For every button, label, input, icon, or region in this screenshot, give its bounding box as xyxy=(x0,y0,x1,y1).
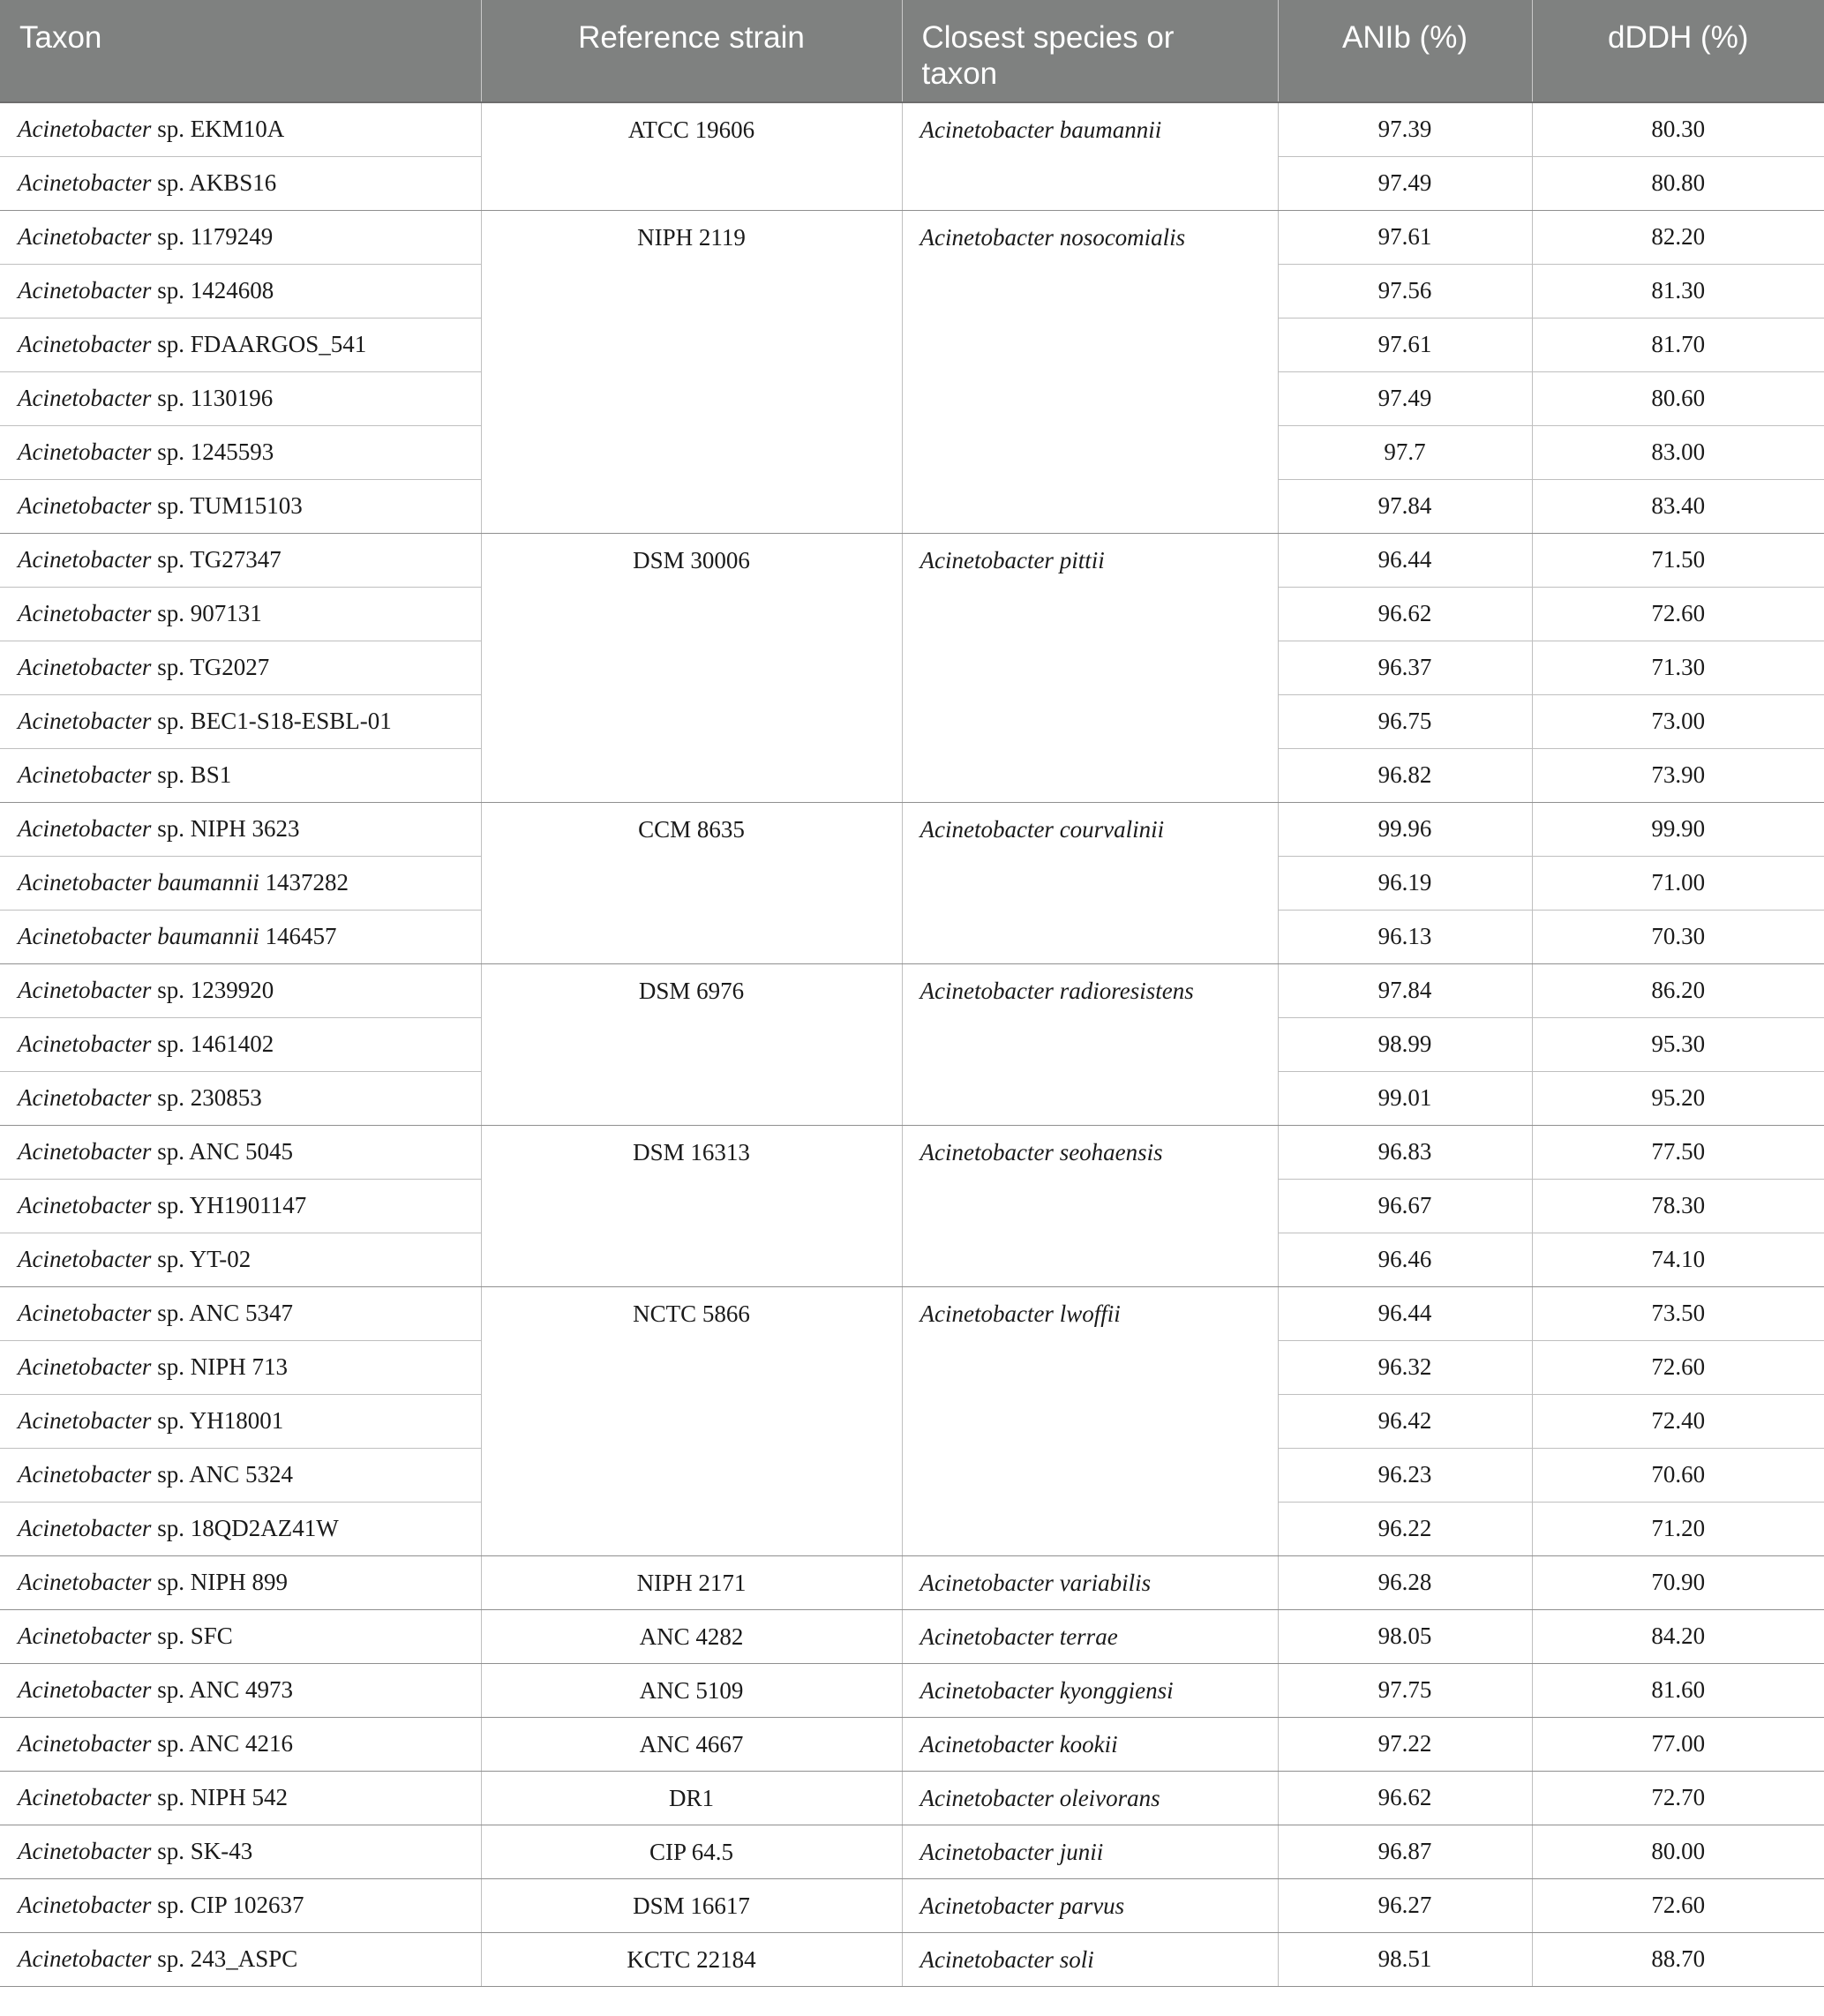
taxon-cell xyxy=(0,479,481,533)
taxon-genus: Acinetobacter xyxy=(18,815,152,842)
dddh-cell: 81.30 xyxy=(1532,264,1824,318)
table-row xyxy=(0,1286,1824,1340)
dddh-cell: 72.70 xyxy=(1532,1771,1824,1825)
closest-species-name: Acinetobacter nosocomialis xyxy=(920,223,1186,251)
dddh-cell: 80.30 xyxy=(1532,102,1824,156)
taxon-cell xyxy=(0,1825,481,1878)
reference-strain-cell: CCM 8635 xyxy=(481,802,902,963)
closest-species-name: Acinetobacter seohaensis xyxy=(920,1138,1163,1165)
taxon-genus: Acinetobacter xyxy=(18,223,152,250)
reference-strain-cell: ANC 4282 xyxy=(481,1609,902,1663)
anib-cell: 97.61 xyxy=(1278,210,1532,264)
reference-strain-cell: NCTC 5866 xyxy=(481,1286,902,1555)
taxon-strain: sp. TG27347 xyxy=(151,546,281,573)
closest-species-name: Acinetobacter variabilis xyxy=(920,1569,1152,1596)
taxon-genus: Acinetobacter xyxy=(18,1569,152,1595)
anib-cell: 97.39 xyxy=(1278,102,1532,156)
table-row xyxy=(0,1663,1824,1717)
taxon-strain: sp. AKBS16 xyxy=(151,169,277,196)
taxon-strain: sp. ANC 4216 xyxy=(151,1730,293,1757)
closest-species-name: Acinetobacter kookii xyxy=(920,1730,1118,1757)
taxon-strain: sp. NIPH 713 xyxy=(151,1353,288,1380)
taxon-strain: sp. ANC 5324 xyxy=(151,1461,293,1488)
closest-species-name: Acinetobacter radioresistens xyxy=(920,977,1194,1004)
closest-species-name: Acinetobacter junii xyxy=(920,1838,1104,1865)
taxon-strain: sp. BS1 xyxy=(151,761,232,788)
taxon-cell xyxy=(0,1017,481,1071)
taxon-genus: Acinetobacter xyxy=(18,1192,152,1218)
dddh-cell: 84.20 xyxy=(1532,1609,1824,1663)
reference-strain-cell: CIP 64.5 xyxy=(481,1825,902,1878)
closest-species-cell xyxy=(902,802,1278,963)
taxon-strain: sp. 1424608 xyxy=(151,277,274,304)
taxon-genus: Acinetobacter xyxy=(18,1515,152,1541)
taxon-genus: Acinetobacter xyxy=(18,1300,152,1326)
taxon-cell xyxy=(0,802,481,856)
taxon-genus: Acinetobacter baumannii xyxy=(18,923,259,949)
taxon-strain: sp. NIPH 899 xyxy=(151,1569,288,1595)
closest-species-cell xyxy=(902,1555,1278,1609)
taxon-cell xyxy=(0,1125,481,1179)
dddh-cell: 74.10 xyxy=(1532,1233,1824,1286)
dddh-cell: 77.00 xyxy=(1532,1717,1824,1771)
table-row xyxy=(0,102,1824,156)
anib-cell: 97.61 xyxy=(1278,318,1532,371)
anib-cell: 97.75 xyxy=(1278,1663,1532,1717)
taxon-strain: sp. NIPH 3623 xyxy=(151,815,300,842)
header-dddh: dDDH (%) xyxy=(1532,0,1824,102)
table-row xyxy=(0,1717,1824,1771)
taxon-cell xyxy=(0,1771,481,1825)
taxon-cell xyxy=(0,856,481,910)
taxon-strain: sp. SK-43 xyxy=(151,1838,253,1864)
reference-strain-cell: DSM 30006 xyxy=(481,533,902,802)
taxon-cell xyxy=(0,156,481,210)
closest-species-cell xyxy=(902,1878,1278,1932)
anib-cell: 96.19 xyxy=(1278,856,1532,910)
dddh-cell: 71.20 xyxy=(1532,1502,1824,1555)
reference-strain-cell: ATCC 19606 xyxy=(481,102,902,210)
anib-cell: 96.42 xyxy=(1278,1394,1532,1448)
taxon-genus: Acinetobacter xyxy=(18,1353,152,1380)
taxon-genus: Acinetobacter xyxy=(18,1945,152,1972)
closest-species-cell xyxy=(902,1609,1278,1663)
taxon-strain: sp. TG2027 xyxy=(151,654,270,680)
table-header xyxy=(0,0,1824,102)
taxon-cell xyxy=(0,1932,481,1986)
anib-cell: 96.32 xyxy=(1278,1340,1532,1394)
taxon-cell xyxy=(0,1448,481,1502)
closest-species-cell xyxy=(902,1125,1278,1286)
closest-species-name: Acinetobacter baumannii xyxy=(920,116,1162,143)
table-row xyxy=(0,210,1824,264)
taxon-genus: Acinetobacter xyxy=(18,977,152,1003)
taxon-genus: Acinetobacter xyxy=(18,1784,152,1810)
reference-strain-cell: ANC 4667 xyxy=(481,1717,902,1771)
taxon-strain: 146457 xyxy=(259,923,337,949)
dddh-cell: 72.60 xyxy=(1532,587,1824,641)
reference-strain-cell: DSM 16617 xyxy=(481,1878,902,1932)
dddh-cell: 81.60 xyxy=(1532,1663,1824,1717)
dddh-cell: 80.60 xyxy=(1532,371,1824,425)
taxon-strain: sp. CIP 102637 xyxy=(151,1892,304,1918)
taxon-strain: sp. 1179249 xyxy=(151,223,274,250)
closest-species-name: Acinetobacter parvus xyxy=(920,1892,1125,1919)
reference-strain-cell: DR1 xyxy=(481,1771,902,1825)
reference-strain-cell: NIPH 2171 xyxy=(481,1555,902,1609)
taxon-strain: sp. ANC 5347 xyxy=(151,1300,293,1326)
taxon-cell xyxy=(0,102,481,156)
taxon-cell xyxy=(0,371,481,425)
anib-cell: 96.62 xyxy=(1278,1771,1532,1825)
table-row xyxy=(0,963,1824,1017)
closest-species-cell xyxy=(902,1286,1278,1555)
anib-cell: 96.82 xyxy=(1278,748,1532,802)
dddh-cell: 70.30 xyxy=(1532,910,1824,963)
header-taxon: Taxon xyxy=(0,0,481,102)
dddh-cell: 83.40 xyxy=(1532,479,1824,533)
reference-strain-cell: NIPH 2119 xyxy=(481,210,902,533)
taxon-cell xyxy=(0,210,481,264)
table-row xyxy=(0,1825,1824,1878)
closest-species-name: Acinetobacter courvalinii xyxy=(920,815,1165,843)
closest-species-cell xyxy=(902,1717,1278,1771)
table-row xyxy=(0,1555,1824,1609)
closest-species-cell xyxy=(902,1932,1278,1986)
anib-cell: 96.83 xyxy=(1278,1125,1532,1179)
dddh-cell: 80.00 xyxy=(1532,1825,1824,1878)
anib-cell: 96.44 xyxy=(1278,533,1532,587)
anib-cell: 97.84 xyxy=(1278,963,1532,1017)
dddh-cell: 72.60 xyxy=(1532,1878,1824,1932)
taxon-strain: 1437282 xyxy=(259,869,349,896)
anib-cell: 96.13 xyxy=(1278,910,1532,963)
anib-cell: 96.23 xyxy=(1278,1448,1532,1502)
taxon-strain: sp. 1245593 xyxy=(151,438,274,465)
table-row xyxy=(0,533,1824,587)
closest-species-name: Acinetobacter terrae xyxy=(920,1623,1118,1650)
reference-strain-cell: DSM 6976 xyxy=(481,963,902,1125)
closest-species-name: Acinetobacter lwoffii xyxy=(920,1300,1121,1327)
anib-cell: 97.22 xyxy=(1278,1717,1532,1771)
taxon-genus: Acinetobacter xyxy=(18,1246,152,1272)
taxon-genus: Acinetobacter xyxy=(18,1407,152,1434)
taxon-cell xyxy=(0,318,481,371)
table-row xyxy=(0,1609,1824,1663)
header-reference-strain: Reference strain xyxy=(481,0,902,102)
anib-cell: 99.96 xyxy=(1278,802,1532,856)
closest-species-cell xyxy=(902,102,1278,210)
table-row xyxy=(0,1878,1824,1932)
dddh-cell: 99.90 xyxy=(1532,802,1824,856)
taxon-genus: Acinetobacter xyxy=(18,438,152,465)
anib-cell: 96.46 xyxy=(1278,1233,1532,1286)
taxon-genus: Acinetobacter xyxy=(18,600,152,626)
dddh-cell: 73.90 xyxy=(1532,748,1824,802)
anib-cell: 97.49 xyxy=(1278,156,1532,210)
taxon-strain: sp. 1461402 xyxy=(151,1030,274,1057)
taxon-strain: sp. 230853 xyxy=(151,1084,262,1111)
taxon-cell xyxy=(0,1071,481,1125)
taxon-strain: sp. EKM10A xyxy=(151,116,285,143)
dddh-cell: 71.30 xyxy=(1532,641,1824,694)
anib-cell: 99.01 xyxy=(1278,1071,1532,1125)
anib-cell: 98.51 xyxy=(1278,1932,1532,1986)
reference-strain-cell: KCTC 22184 xyxy=(481,1932,902,1986)
taxon-genus: Acinetobacter xyxy=(18,1676,152,1703)
dddh-cell: 70.60 xyxy=(1532,1448,1824,1502)
taxon-strain: sp. YT-02 xyxy=(151,1246,251,1272)
table-row xyxy=(0,1771,1824,1825)
taxon-strain: sp. 243_ASPC xyxy=(151,1945,298,1972)
taxon-strain: sp. YH18001 xyxy=(151,1407,284,1434)
taxon-cell xyxy=(0,264,481,318)
taxon-cell xyxy=(0,1555,481,1609)
closest-species-cell xyxy=(902,1771,1278,1825)
taxon-strain: sp. TUM15103 xyxy=(151,492,303,519)
closest-species-name: Acinetobacter pittii xyxy=(920,546,1105,573)
anib-cell: 96.62 xyxy=(1278,587,1532,641)
anib-cell: 96.44 xyxy=(1278,1286,1532,1340)
taxon-strain: sp. 1130196 xyxy=(151,385,274,411)
reference-strain-cell: DSM 16313 xyxy=(481,1125,902,1286)
dddh-cell: 73.00 xyxy=(1532,694,1824,748)
anib-cell: 98.05 xyxy=(1278,1609,1532,1663)
taxon-cell xyxy=(0,1609,481,1663)
taxon-cell xyxy=(0,425,481,479)
taxon-genus: Acinetobacter xyxy=(18,331,152,357)
taxon-genus: Acinetobacter xyxy=(18,116,152,143)
taxon-cell xyxy=(0,910,481,963)
taxon-genus: Acinetobacter xyxy=(18,277,152,304)
taxon-strain: sp. SFC xyxy=(151,1623,233,1649)
taxon-cell xyxy=(0,1663,481,1717)
dddh-cell: 73.50 xyxy=(1532,1286,1824,1340)
closest-species-name: Acinetobacter soli xyxy=(920,1945,1094,1973)
taxon-cell xyxy=(0,1340,481,1394)
taxon-cell xyxy=(0,1878,481,1932)
taxon-strain: sp. NIPH 542 xyxy=(151,1784,288,1810)
dddh-cell: 71.50 xyxy=(1532,533,1824,587)
taxon-cell xyxy=(0,587,481,641)
taxon-strain: sp. ANC 4973 xyxy=(151,1676,293,1703)
anib-cell: 97.7 xyxy=(1278,425,1532,479)
header-anib: ANIb (%) xyxy=(1278,0,1532,102)
taxon-genus: Acinetobacter baumannii xyxy=(18,869,259,896)
dddh-cell: 72.40 xyxy=(1532,1394,1824,1448)
dddh-cell: 80.80 xyxy=(1532,156,1824,210)
anib-cell: 96.27 xyxy=(1278,1878,1532,1932)
taxon-strain: sp. YH1901147 xyxy=(151,1192,307,1218)
anib-cell: 96.37 xyxy=(1278,641,1532,694)
dddh-cell: 83.00 xyxy=(1532,425,1824,479)
dddh-cell: 78.30 xyxy=(1532,1179,1824,1233)
table-body xyxy=(0,102,1824,1986)
taxon-genus: Acinetobacter xyxy=(18,1730,152,1757)
dddh-cell: 88.70 xyxy=(1532,1932,1824,1986)
taxon-genus: Acinetobacter xyxy=(18,1838,152,1864)
taxon-cell xyxy=(0,1179,481,1233)
taxon-cell xyxy=(0,1394,481,1448)
taxon-cell xyxy=(0,694,481,748)
anib-cell: 96.75 xyxy=(1278,694,1532,748)
taxon-genus: Acinetobacter xyxy=(18,1138,152,1165)
taxon-cell xyxy=(0,641,481,694)
anib-cell: 98.99 xyxy=(1278,1017,1532,1071)
taxon-genus: Acinetobacter xyxy=(18,654,152,680)
anib-cell: 96.87 xyxy=(1278,1825,1532,1878)
taxon-cell xyxy=(0,1502,481,1555)
taxon-cell xyxy=(0,1233,481,1286)
taxon-genus: Acinetobacter xyxy=(18,1084,152,1111)
table-row xyxy=(0,802,1824,856)
dddh-cell: 95.20 xyxy=(1532,1071,1824,1125)
dddh-cell: 86.20 xyxy=(1532,963,1824,1017)
closest-species-name: Acinetobacter kyonggiensi xyxy=(920,1676,1174,1704)
taxon-genus: Acinetobacter xyxy=(18,1461,152,1488)
dddh-cell: 81.70 xyxy=(1532,318,1824,371)
table-row xyxy=(0,1932,1824,1986)
anib-cell: 96.22 xyxy=(1278,1502,1532,1555)
taxon-genus: Acinetobacter xyxy=(18,1030,152,1057)
header-closest-species: Closest species or taxon xyxy=(902,0,1278,102)
closest-species-cell xyxy=(902,533,1278,802)
header-row xyxy=(0,0,1824,102)
dddh-cell: 82.20 xyxy=(1532,210,1824,264)
closest-species-cell xyxy=(902,210,1278,533)
taxon-cell xyxy=(0,533,481,587)
closest-species-cell xyxy=(902,1663,1278,1717)
taxon-genus: Acinetobacter xyxy=(18,385,152,411)
anib-cell: 96.67 xyxy=(1278,1179,1532,1233)
taxon-cell xyxy=(0,1286,481,1340)
taxon-cell xyxy=(0,1717,481,1771)
dddh-cell: 72.60 xyxy=(1532,1340,1824,1394)
taxon-genus: Acinetobacter xyxy=(18,761,152,788)
taxon-genus: Acinetobacter xyxy=(18,546,152,573)
anib-cell: 97.56 xyxy=(1278,264,1532,318)
taxon-genus: Acinetobacter xyxy=(18,169,152,196)
reference-strain-cell: ANC 5109 xyxy=(481,1663,902,1717)
taxon-strain: sp. FDAARGOS_541 xyxy=(151,331,367,357)
closest-species-cell xyxy=(902,1825,1278,1878)
closest-species-name: Acinetobacter oleivorans xyxy=(920,1784,1160,1811)
taxon-genus: Acinetobacter xyxy=(18,708,152,734)
taxon-strain: sp. BEC1-S18-ESBL-01 xyxy=(151,708,392,734)
taxon-genus: Acinetobacter xyxy=(18,492,152,519)
taxon-strain: sp. 907131 xyxy=(151,600,262,626)
table-row xyxy=(0,1125,1824,1179)
anib-cell: 97.84 xyxy=(1278,479,1532,533)
dddh-cell: 77.50 xyxy=(1532,1125,1824,1179)
anib-cell: 96.28 xyxy=(1278,1555,1532,1609)
taxon-strain: sp. 18QD2AZ41W xyxy=(151,1515,339,1541)
taxon-cell xyxy=(0,748,481,802)
taxon-genus: Acinetobacter xyxy=(18,1623,152,1649)
dddh-cell: 71.00 xyxy=(1532,856,1824,910)
taxon-strain: sp. 1239920 xyxy=(151,977,274,1003)
anib-cell: 97.49 xyxy=(1278,371,1532,425)
dddh-cell: 95.30 xyxy=(1532,1017,1824,1071)
taxon-genus: Acinetobacter xyxy=(18,1892,152,1918)
taxon-strain: sp. ANC 5045 xyxy=(151,1138,293,1165)
taxon-cell xyxy=(0,963,481,1017)
dddh-cell: 70.90 xyxy=(1532,1555,1824,1609)
closest-species-cell xyxy=(902,963,1278,1125)
